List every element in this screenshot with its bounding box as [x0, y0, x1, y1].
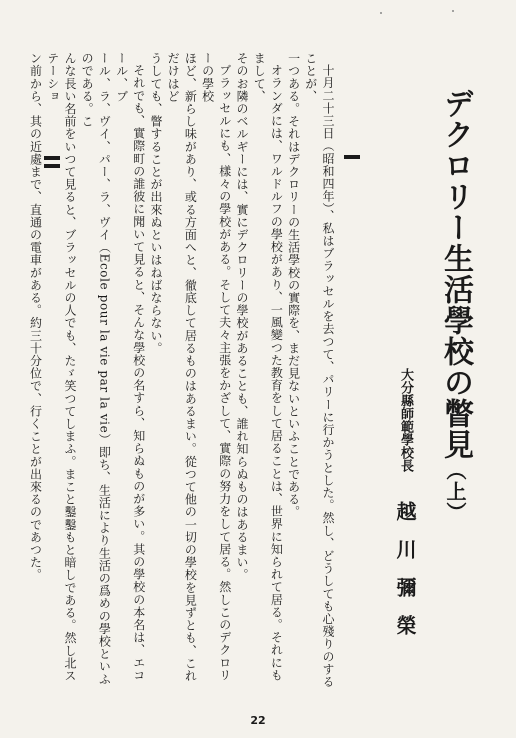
paragraph: オランダには、ワルドルフの學校があり、一風變つた教育をして居ることは、世界に知られて居る。それにもまして、: [252, 52, 284, 682]
paper-speck: [380, 12, 382, 14]
paragraph: そのお隣のベルギーには、實にデクロリーの學校があることも、誰れ知らぬものはあるまい。: [234, 52, 249, 582]
paper-speck: [452, 10, 454, 12]
author-affiliation: 大分縣師範學校長: [398, 368, 413, 472]
section-marker-one: [344, 155, 360, 159]
article-body: [28, 52, 336, 692]
paragraph: ほど、新らし味があり、或る方面へと、徹底して居るものはあるまい。從つて他の一切の學校を見ずとも、これだけはど: [166, 52, 198, 682]
paragraph: 十月二十三日（昭和四年）、私はブラッセルを去つて、パリーに行かうとした。然し、どうしても心殘りのすることが、: [303, 52, 335, 688]
paragraph: ブラッセルにも、樣々の學校がある。そして夫々主張をかざして、實際の努力をして居る。然しこのデクロリーの學校: [200, 52, 232, 682]
paragraph: んな長い名前をいつて見ると、ブラッセルの人でも、たゞ笑つてしまふ。まこと鑿鑿もと暗しである。然し北ステーショ: [45, 52, 77, 682]
article-title: [438, 88, 472, 523]
article-title-part: （上）: [443, 460, 467, 523]
paragraph: ン前から、其の近處まで、直通の電車がある。約三十分位で、行くことが出來るのであつた。: [28, 52, 43, 582]
paragraph: うしても、瞥することが出來ぬといはねばならない。: [148, 52, 163, 355]
paragraph: ール、ラ、ヴイ、パー、ラ、ヴイ（Ecole pour la vie par la vie）即ち、生活により生活の爲めの學校といふのである。こ: [80, 52, 112, 686]
paragraph: それでも、實際町の誰彼に聞いて見ると、そんな學校の名すら、知らぬものが多い。其の學校の本名は、エコール、ブ: [114, 52, 146, 682]
article-title-text: デクロリー生活學校の瞥見: [438, 88, 473, 460]
page-number: 22: [250, 714, 266, 727]
author-block: [384, 368, 417, 653]
author-name: 越川彌榮: [393, 501, 417, 653]
paragraph: 一つある。それはデクロリーの生活學校の實際を、まだ見ないといふことである。: [286, 52, 301, 519]
